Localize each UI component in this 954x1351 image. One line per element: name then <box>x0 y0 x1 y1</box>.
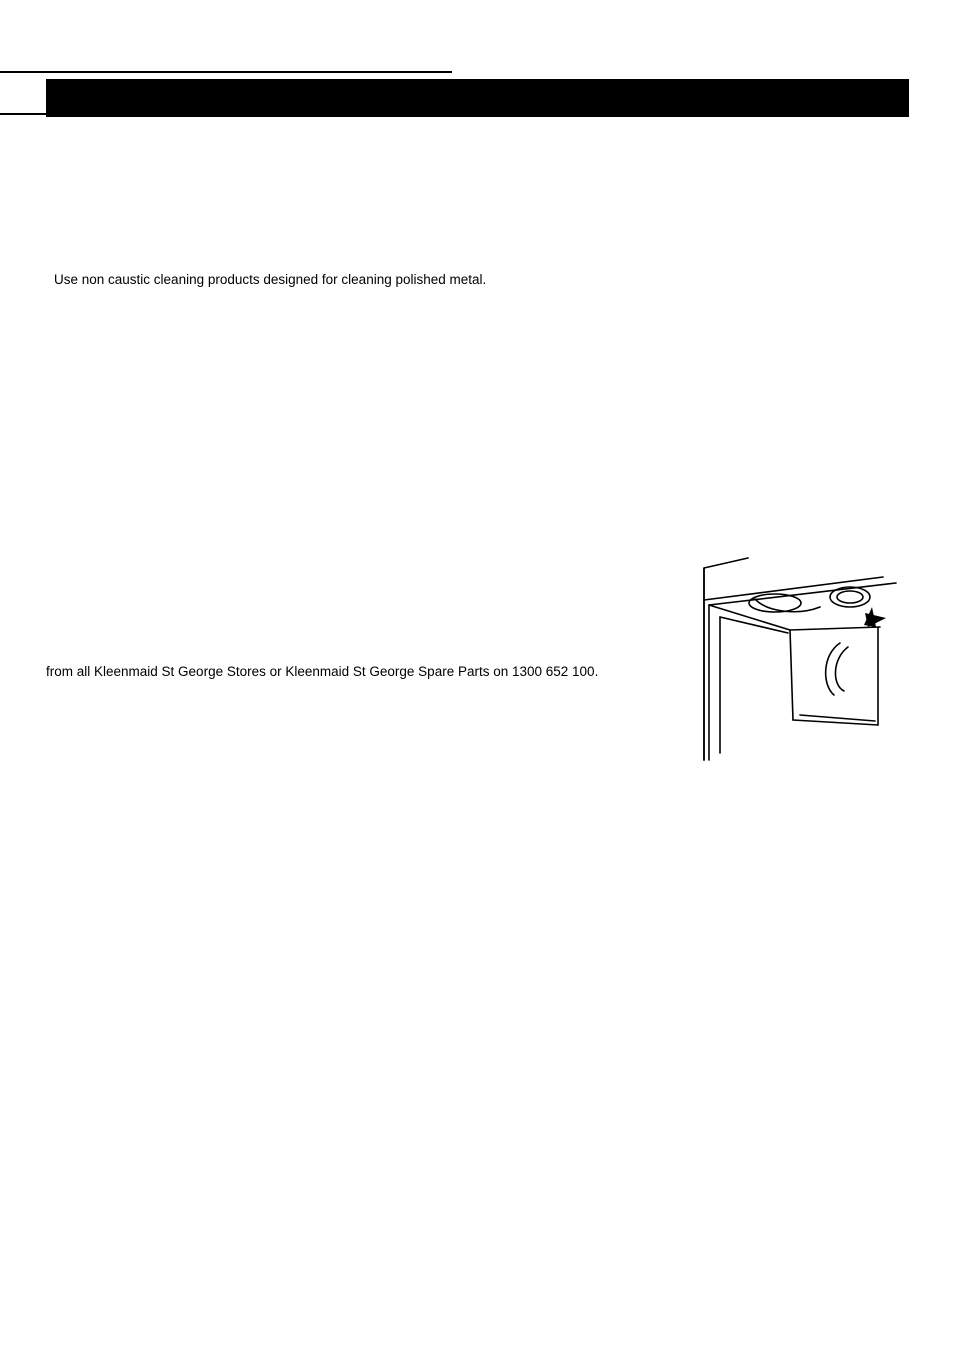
left-rule <box>0 113 46 115</box>
oven-interior-light-illustration <box>700 555 910 765</box>
section-header-bar <box>46 79 909 117</box>
cleaning-instruction: Use non caustic cleaning products designed for cleaning polished metal. <box>54 272 487 287</box>
spare-parts-text: from all Kleenmaid St George Stores or Kleenmaid St George Spare Parts on 1300 652 100. <box>46 664 599 679</box>
top-rule <box>0 71 452 73</box>
